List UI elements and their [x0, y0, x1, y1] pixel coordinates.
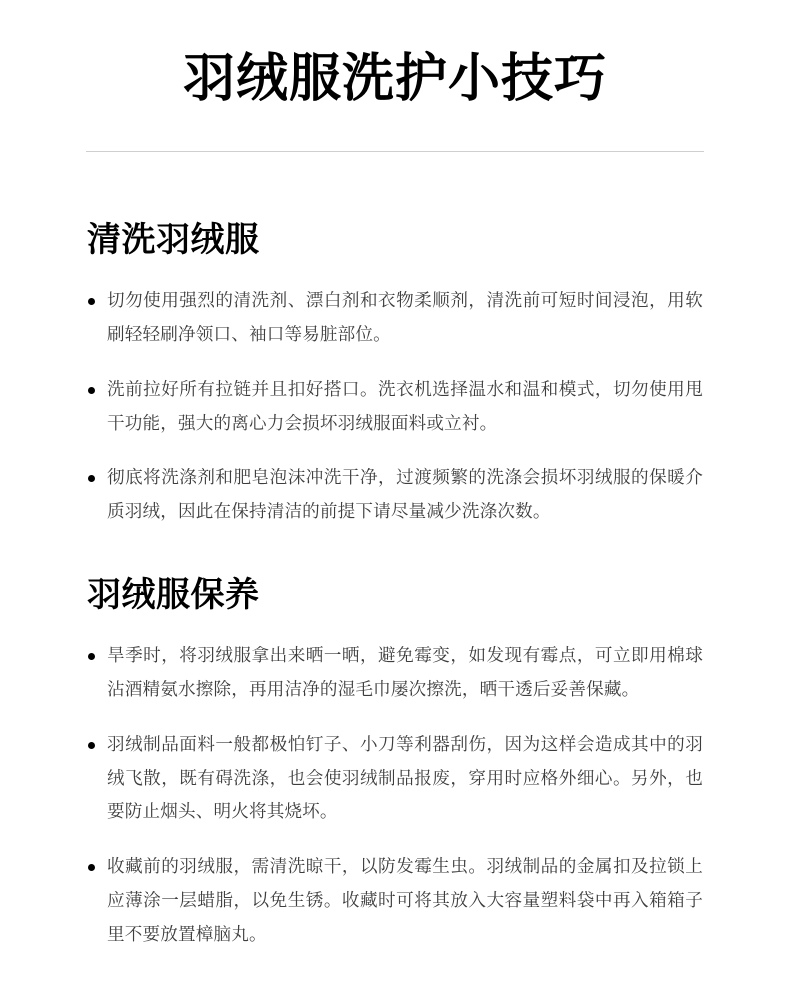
list-item — [87, 851, 703, 952]
section-heading: 清洗羽绒服 — [87, 219, 260, 260]
list-item — [87, 640, 703, 708]
article-content — [0, 152, 790, 953]
bullet-dot-icon — [88, 298, 95, 305]
list-item — [87, 729, 703, 830]
list-item-text: 旱季时，将羽绒服拿出来晒一晒，避免霉变，如发现有霉点，可立即用棉球沾酒精氨水擦除，再用洁净的湿毛巾屡次擦洗，晒干透后妥善保藏。 — [107, 646, 703, 701]
list-item — [87, 462, 703, 530]
list-item-text: 洗前拉好所有拉链并且扣好搭口。洗衣机选择温水和温和模式，切勿使用甩干功能，强大的离心力会损坏羽绒服面料或立衬。 — [107, 379, 703, 434]
section-washing — [87, 152, 703, 530]
section-maintenance — [87, 530, 703, 953]
list-item-text: 彻底将洗涤剂和肥皂泡沫冲洗干净，过渡频繁的洗涤会损坏羽绒服的保暖介质羽绒，因此在保持清洁的前提下请尽量减少洗涤次数。 — [107, 468, 703, 523]
bullet-dot-icon — [88, 475, 95, 482]
page-title: 羽绒服洗护小技巧 — [182, 49, 607, 109]
list-item-text: 切勿使用强烈的清洗剂、漂白剂和衣物柔顺剂，清洗前可短时间浸泡，用软刷轻轻刷净领口、袖口等易脏部位。 — [107, 291, 703, 346]
bullet-list — [87, 640, 703, 952]
list-item-text: 收藏前的羽绒服，需清洗晾干，以防发霉生虫。羽绒制品的金属扣及拉锁上应薄涂一层蜡脂，以免生锈。收藏时可将其放入大容量塑料袋中再入箱箱子里不要放置樟脑丸。 — [107, 857, 703, 945]
bullet-dot-icon — [88, 742, 95, 749]
bullet-dot-icon — [88, 653, 95, 660]
list-item — [87, 374, 703, 442]
list-item — [87, 285, 703, 353]
bullet-dot-icon — [88, 864, 95, 871]
section-heading: 羽绒服保养 — [87, 574, 260, 615]
bullet-list — [87, 285, 703, 530]
bullet-dot-icon — [88, 387, 95, 394]
list-item-text: 羽绒制品面料一般都极怕钉子、小刀等利器刮伤，因为这样会造成其中的羽绒飞散，既有碍洗涤，也会使羽绒制品报废，穿用时应格外细心。另外，也要防止烟头、明火将其烧坏。 — [107, 734, 703, 823]
